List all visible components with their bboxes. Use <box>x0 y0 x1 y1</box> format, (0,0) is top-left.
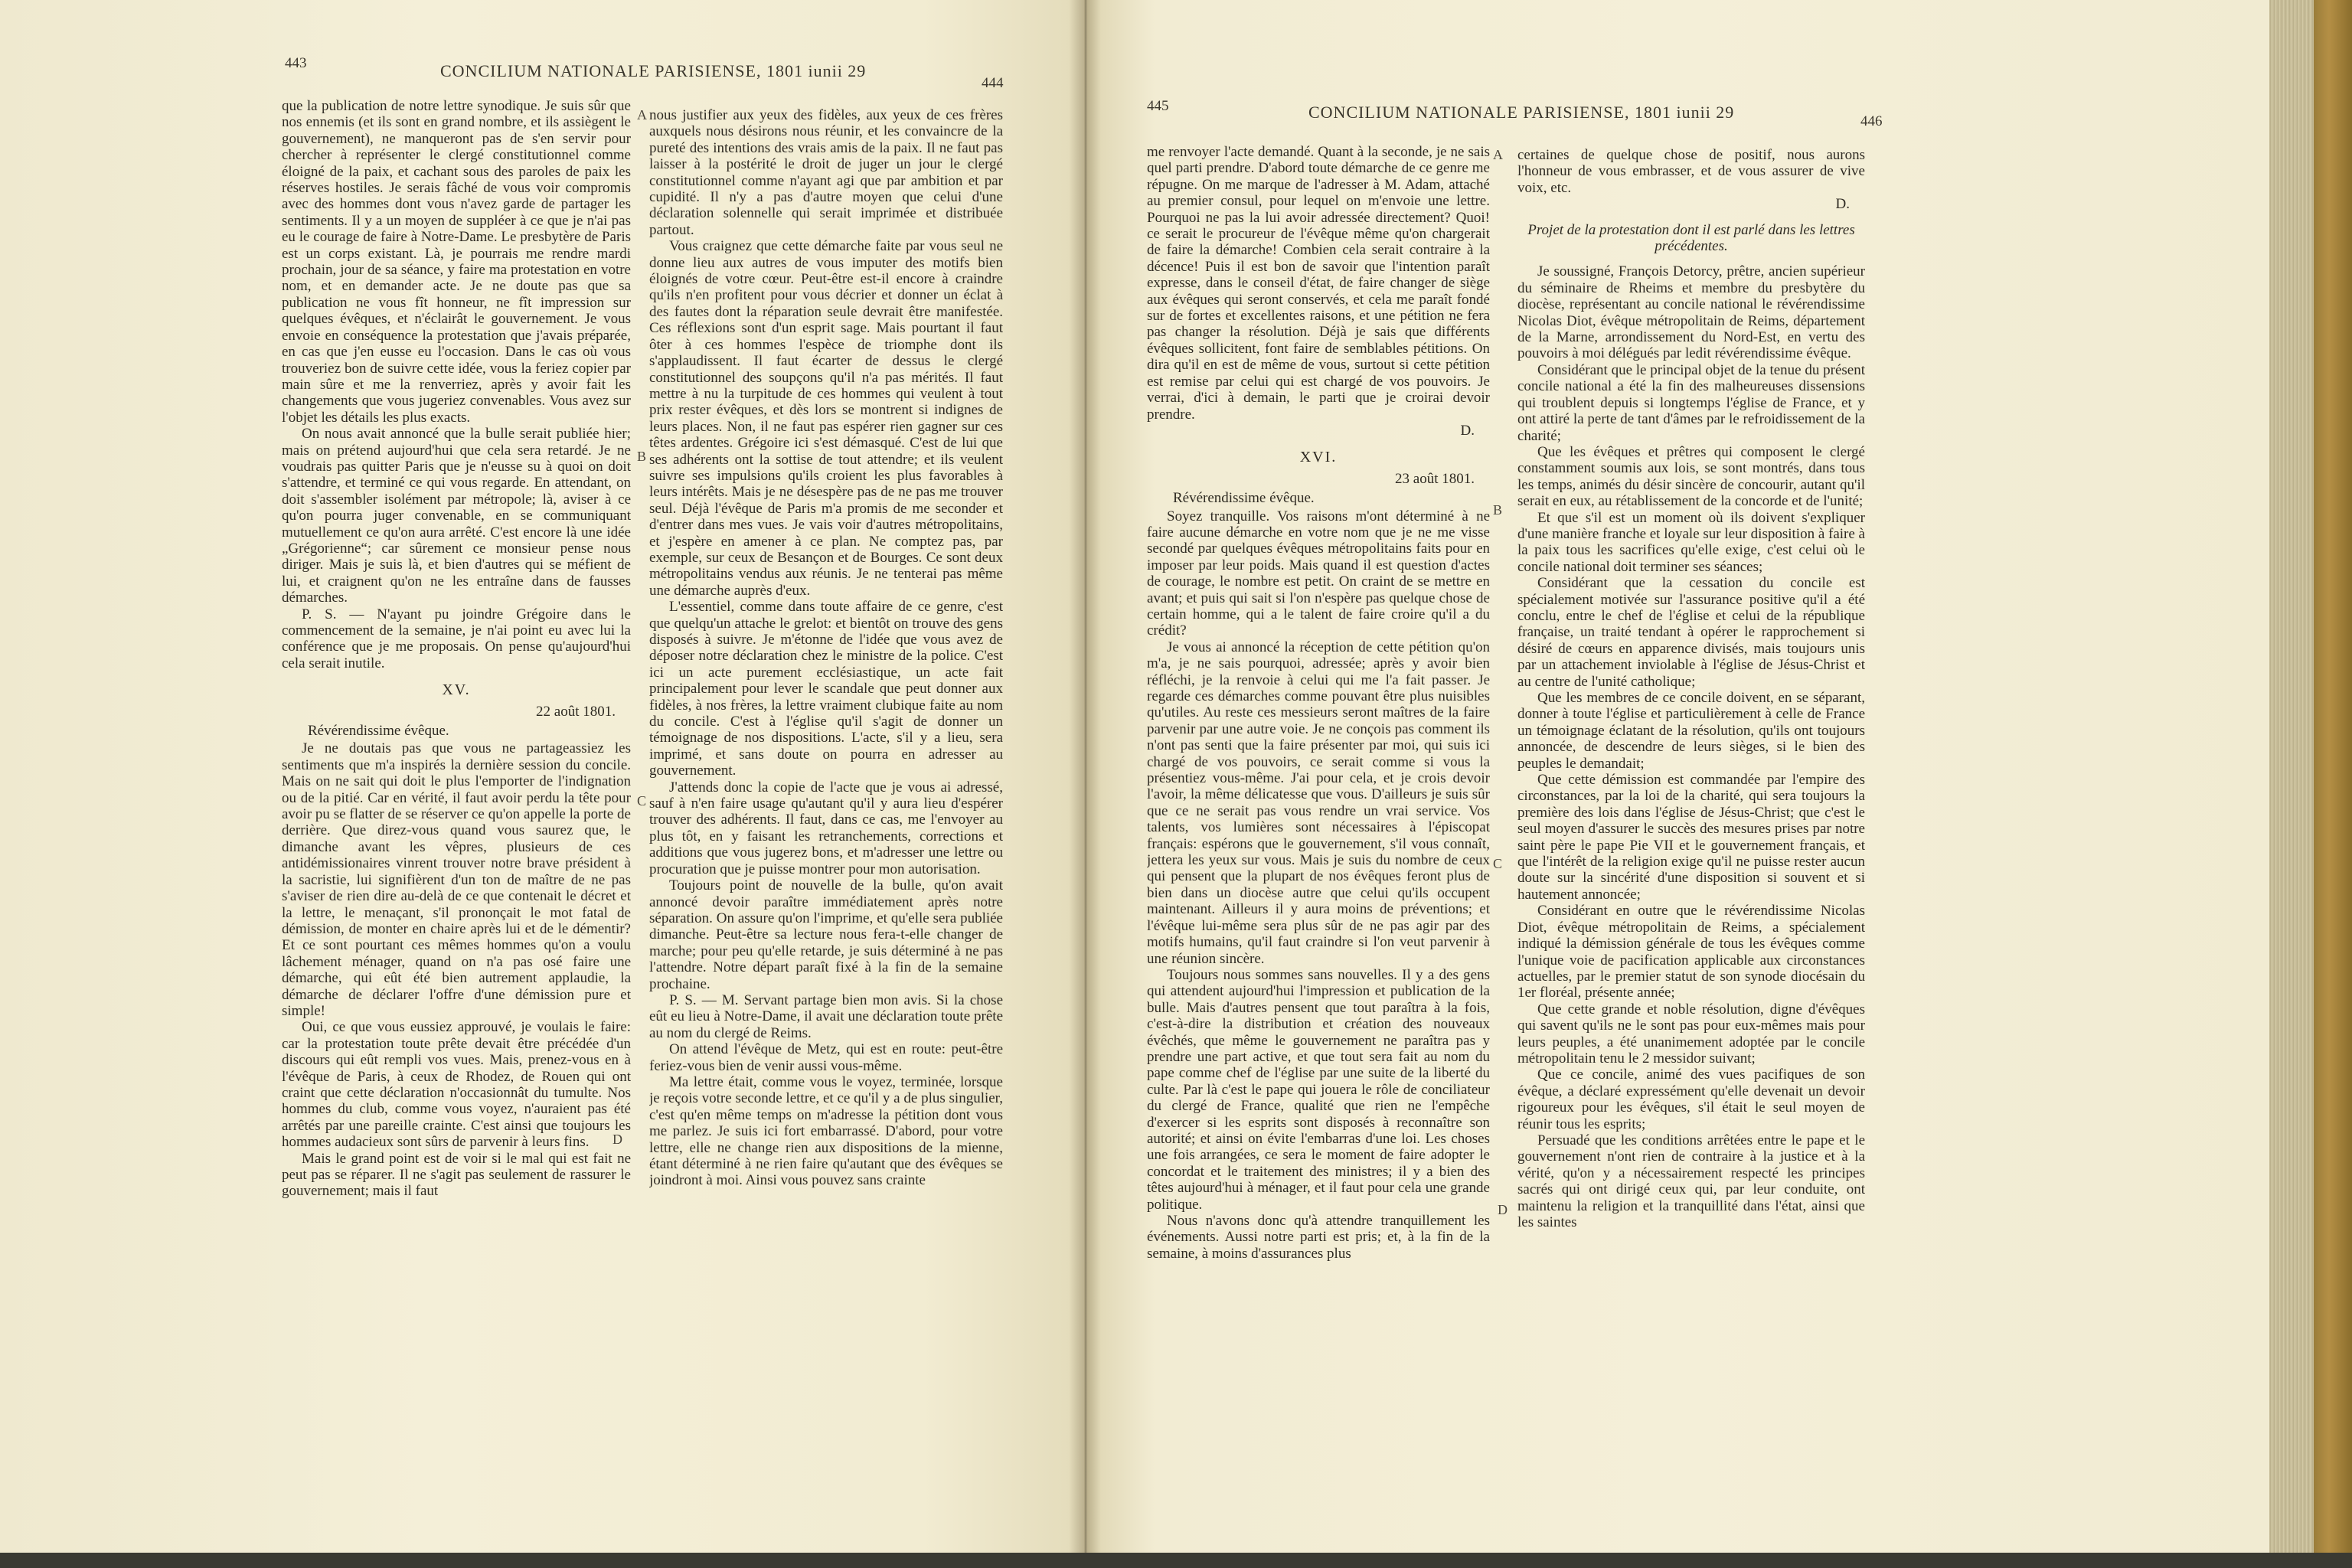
page-number-445: 445 <box>1147 98 1169 114</box>
paragraph: Que cette grande et noble résolution, digne d'évêques qui savent qu'ils ne le sont pas pour eux-mêmes mais pour leurs peuples, a été unanimement adoptée par le concile métropolitain tenu le 2 messidor suivant; <box>1517 1001 1865 1067</box>
signature-initial: D. <box>1460 422 1475 439</box>
running-head-left: CONCILIUM NATIONALE PARISIENSE, 1801 iunii 29 <box>440 61 867 80</box>
book-cover <box>2314 0 2352 1562</box>
left-page-column-2 <box>649 107 1003 1530</box>
signature-initial: D. <box>1835 196 1850 213</box>
page-number-444: 444 <box>982 75 1004 91</box>
paragraph: P. S. — N'ayant pu joindre Grégoire dans le commencement de la semaine, je n'ai point eu avec lui la conférence que je me proposais. On pense qu'aujourd'hui cela serait inutile. <box>282 606 631 671</box>
salutation: Révérendissime évêque. <box>1173 490 1315 507</box>
paragraph: Considérant que la cessation du concile est spécialement motivée sur l'assurance positive qu'il a été conclu, entre le chef de l'église et celui de la république française, un traité tendant à opérer le rapprochement si désiré de cœurs en apparence divisés, mais toujours unis par un attachement inviolable à l'église de Jésus-Christ et au centre de l'unité catholique; <box>1517 575 1865 690</box>
margin-mark-b: B <box>637 449 647 464</box>
margin-mark-d: D <box>612 1132 622 1147</box>
right-page-column-2 <box>1517 147 1865 1545</box>
margin-mark-c: C <box>637 793 647 808</box>
paragraph: Je ne doutais pas que vous ne partageassiez les sentiments que m'a inspirés la dernière session du concile. Mais on ne sait qui doit le plus l'emporter de l'indignation ou de la pitié. Car en vérité, il faut avoir perdu la tête pour avoir pu se flatter de se réserver ce qu'on appelle la porte de derrière. Que direz-vous quand vous saurez que, le dimanche avant les vêpres, plusieurs de ces antidémissionaires vinrent trouver notre brave président à la sacristie, lui signifièrent d'un ton de maître de ne pas s'aviser de rien dire au-delà de ce que contenait le décret et la lettre, le menaçant, s'il prononçait le mot fatal de démission, de monter en chaire après lui et de le démentir? Et ce sont pourtant ces mêmes hommes qu'on a voulu lâchement ménager, quand on n'a pas osé faire une démarche, qui eût été bien autrement applaudie, la démarche de déclarer l'offre d'une démission pure et simple! <box>282 740 631 1019</box>
paragraph: Toujours point de nouvelle de la bulle, qu'on avait annoncé devoir paraître immédiatement après notre séparation. On assure qu'on l'imprime, et qu'elle sera publiée dimanche. Peut-être sa lecture nous fera-t-elle changer de marche; pour peu qu'elle retarde, je suis déterminé à ne pas l'attendre. Notre départ paraît fixé à la fin de la semaine prochaine. <box>649 877 1003 992</box>
margin-mark-b: B <box>1493 502 1503 518</box>
desk-surface <box>0 1553 2352 1568</box>
paragraph: Que les membres de ce concile doivent, en se séparant, donner à toute l'église et particulièrement à celle de France un témoignage éclatant de la résolution, qu'ils ont toujours annoncée, de descendre de leurs sièges, si le bien des peuples le demandait; <box>1517 690 1865 772</box>
paragraph: On nous avait annoncé que la bulle serait publiée hier; mais on prétend aujourd'hui que cela sera retardé. Je ne voudrais pas quitter Paris que je n'eusse su à quoi on doit s'attendre, et terminé ce qui vous regarde. En attendant, on doit s'assembler isolément par métropole; là, aviser à ce qu'on pourra juger convenable, en se communiquant mutuellement ce qu'on aura arrêté. C'est encore là une idée „Grégorienne“; car sûrement ce monsieur pense nous diriger. Mais je suis là, et bien d'autres qui se méfient de lui, et craignent qu'on ne les entraîne dans de fausses démarches. <box>282 426 631 606</box>
right-page <box>1084 0 2269 1557</box>
paragraph: Que cette démission est commandée par l'empire des circonstances, par la loi de la charité, qui sera toujours la première des lois dans l'église de Jésus-Christ; que c'est le seul moyen d'assurer le succès des mesures prises par notre saint père le pape Pie VII et le gouvernement français, et que l'intérêt de la religion exige qu'il ne puisse rester aucun doute sur la sincérité d'une disposition si souvent et si hautement annoncée; <box>1517 772 1865 903</box>
page-edges <box>2269 0 2314 1562</box>
page-number-443: 443 <box>285 55 307 71</box>
paragraph: Toujours nous sommes sans nouvelles. Il y a des gens qui attendent aujourd'hui l'impression et publication de la bulle. Mais d'autres pensent que tout paraîtra à la fois, c'est-à-dire la distribution et création des nouveaux évêchés, que même le gouvernement ne paraîtra pas y prendre une part active, et que tout sera fait au nom du pape comme chef de l'église par une suite de la liberté du culte. Par là c'est le pape qui jouera le rôle de conciliateur du clergé de France, qualité que rien ne l'empêche d'exercer si les esprits sont disposés à reconnaître son autorité; et ainsi on évite l'embarras d'une loi. Les choses une fois arrangées, ce sera le moment de faire adopter le concordat et le traitement des ministres; il y a bien des têtes aujourd'hui à ménager, et il faut pour cela une grande politique. <box>1147 966 1490 1213</box>
paragraph: Ma lettre était, comme vous le voyez, terminée, lorsque je reçois votre seconde lettre, et ce qu'il y a de plus singulier, c'est qu'en même temps on m'adresse la pétition dont vous me parlez. Je suis ici fort embarrassé. D'abord, pour votre lettre, elle ne change rien aux dispositions de la mienne, étant déterminé à ne rien faire qu'autant que des évêques se joindront à moi. Ainsi vous pouvez sans crainte <box>649 1073 1003 1189</box>
paragraph: L'essentiel, comme dans toute affaire de ce genre, c'est que quelqu'un attache le grelot: et bientôt on trouve des gens disposés à suivre. Je m'étonne de l'idée que vous avez de déposer notre déclaration chez le ministre de la police. C'est ici un acte purement ecclésiastique, un acte fait principalement pour lever le scandale que peut donner aux fidèles, à nos frères, la lettre vraiment clubique faite au nom du concile. C'est à l'église qu'il s'agit de donner un témoignage de nos dispositions. L'acte, s'il y a lieu, sera imprimé, et sans doute on pourra en adresser au gouvernement. <box>649 599 1003 779</box>
paragraph: me renvoyer l'acte demandé. Quant à la seconde, je ne sais quel parti prendre. D'abord toute démarche de ce genre me répugne. On me marque de l'adresser à M. Adam, attaché au premier consul, pour lequel on m'envoie une lettre. Pourquoi ne pas la lui avoir adressée directement? Quoi! ce serait le procureur de l'évêque même qu'on chargerait de faire la démarche! Combien cela serait contraire à la décence! Puis il est bon de savoir que l'intention paraît expresse, dans le conseil d'état, de faire changer de siège aux évêques qui seront conservés, et cela me paraît fondé sur de fortes et excellentes raisons, et une pétition ne fera pas changer la résolution. Déjà je sais que différents évêques sollicitent, font faire de semblables pétitions. On dira qu'il en est de même de vous, surtout si cette pétition est remise par celui qui est chargé de vos pouvoirs. Je verrai, d'ici à demain, le parti que je croirai devoir prendre. <box>1147 144 1490 423</box>
section-number-xv: XV. <box>442 681 471 699</box>
paragraph: Considérant que le principal objet de la tenue du présent concile national a été la fin des malheureuses dissensions qui troublent depuis si longtemps l'église de France, et y ont attiré la perte de tant d'âmes par le refroidissement de la charité; <box>1517 361 1865 444</box>
paragraph: que la publication de notre lettre synodique. Je suis sûr que nos ennemis (et ils sont en grand nombre, et ils assiègent le gouvernement), ne manqueront pas de s'en servir pour chercher à représenter le clergé constitutionnel comme éloigné de la paix, et cachant sous des paroles de paix les réserves hostiles. Je serais fâché de vous voir compromis avec des hommes dont vous n'avez garde de partager les sentiments. Il y a un moyen de suppléer à ce que je n'ai pas eu le courage de faire à Notre-Dame. Le presbytère de Paris est un corps existant. Là, je pourrais me rendre mardi prochain, jour de sa séance, y faire ma protestation en votre nom, et en demander acte. Je ne doute pas que sa publication ne vous fît honneur, ne fît impression sur quelques évêques, et n'éclairât le gouvernement. Je vous envoie en conséquence la protestation que j'avais préparée, en cas que j'en eusse eu l'occasion. Dans le cas où vous trouveriez bon de suivre cette idée, vous la feriez copier par main sûre et me la renverriez, après y avoir fait les changements que vous jugeriez convenables. Vous avez sur l'objet les détails les plus exacts. <box>282 98 631 426</box>
left-page-column-1 <box>282 98 631 1530</box>
right-page-column-1 <box>1147 144 1490 1545</box>
section-number-xvi: XVI. <box>1299 449 1338 466</box>
paragraph: Que les évêques et prêtres qui composent le clergé constamment soumis aux lois, se sont montrés, dans tous les temps, animés du désir sincère de concourir, autant qu'il serait en eux, au rétablissement de la concorde et de l'unité; <box>1517 443 1865 510</box>
paragraph: On attend l'évêque de Metz, qui est en route: peut-être feriez-vous bien de venir aussi vous-même. <box>649 1041 1003 1074</box>
paragraph: Et que s'il est un moment où ils doivent s'expliquer d'une manière franche et loyale sur leur disposition à faire à la paix tous les sacrifices qu'elle exige, c'est celui où le concile national doit terminer ses séances; <box>1517 509 1865 575</box>
paragraph: Considérant en outre que le révérendissime Nicolas Diot, évêque métropolitain de Reims, a spécialement indiqué la démission générale de tous les évêques comme l'unique voie de pacification applicable aux circonstances actuelles, par le premier statut de son synode diocésain du 1er floréal, présente année; <box>1517 903 1865 1001</box>
margin-mark-c: C <box>1493 856 1503 871</box>
letter-date: 23 août 1801. <box>1395 470 1475 487</box>
paragraph: Que ce concile, animé des vues pacifiques de son évêque, a déclaré expressément qu'elle devenait un devoir rigoureux pour les évêques, s'il était le seul moyen de réunir tous les esprits; <box>1517 1067 1865 1132</box>
paragraph: certaines de quelque chose de positif, nous aurons l'honneur de vous embrasser, et de vous assurer de vive voix, etc. <box>1517 147 1865 196</box>
page-number-446: 446 <box>1860 113 1883 129</box>
paragraph: Nous n'avons donc qu'à attendre tranquillement les événements. Aussi notre parti est pris; et, à la fin de la semaine, à moins d'assurances plus <box>1147 1213 1490 1262</box>
paragraph: Vous craignez que cette démarche faite par vous seul ne donne lieu aux autres de vous imputer des motifs bien éloignés de votre cœur. Peut-être est-il encore à craindre qu'ils n'en profitent pour vous décrier et donner un éclat à des fautes dont la réparation seule devrait être manifestée. Ces réflexions sont d'un esprit sage. Mais pourtant il faut ôter à ces hommes l'espèce de triomphe dont ils s'applaudissent. Il faut écarter de dessus le clergé constitutionnel des soupçons qu'il n'a pas mérités. Il faut mettre à nu la turpitude de ces hommes qui veulent à tout prix rester évêques, et dès lors se montrent si indignes de leurs places. Non, il ne faut pas espérer rien gagner sur ces têtes ardentes. Grégoire ici s'est démasqué. C'est de lui que ses adhérents ont la sottise de tout attendre; et ils veulent suivre ses impulsions qu'ils croient les plus favorables à leurs intérêts. Mais je ne désespère pas de ne pas me trouver seul. Déjà l'évêque de Paris m'a promis de me seconder et d'entrer dans mes vues. Je vais voir d'autres métropolitains, et j'espère en amener à ce plan. Ne comptez pas, par exemple, sur ceux de Besançon et de Bourges. Ce sont deux métropolitains vendus aux réunis. Je ne tenterai pas même une démarche auprès d'eux. <box>649 238 1003 599</box>
letter-date: 22 août 1801. <box>536 703 616 720</box>
book-gutter <box>1069 0 1101 1557</box>
paragraph: Je vous ai annoncé la réception de cette pétition qu'on m'a, je ne sais pourquoi, adressée; après y avoir bien réfléchi, je la renvoie à celui qui me l'a fait passer. Je regarde ces démarches comme pouvant être plus nuisibles qu'utiles. Au reste ces messieurs seront maîtres de la faire parvenir par une autre voie. Je ne conçois pas comment ils n'ont pas senti que la faire présenter par moi, qui suis ici chargé de vos pouvoirs, ce serait comme si vous la présentiez vous-même. J'ai pour cela, et je crois devoir l'avoir, la même délicatesse que vous. D'ailleurs je suis sûr que ce ne serait pas vous rendre un vrai service. Vos talents, vos lumières sont nécessaires à l'épiscopat français: espérons que le gouvernement, s'il vous connaît, jettera les yeux sur vous. Mais je suis du nombre de ceux qui pensent que la plupart de nos évêques feront plus de bien dans un diocèse autre que celui qu'ils occupent maintenant. Ailleurs il y aura moins de préventions; et l'évêque lui-même sera plus sûr de ne pas agir par des motifs humains, qu'il faut craindre si l'on veut parvenir à une réunion sincère. <box>1147 639 1490 967</box>
margin-mark-a: A <box>637 107 647 122</box>
paragraph: nous justifier aux yeux des fidèles, aux yeux de ces frères auxquels nous désirons nous réunir, et les convaincre de la pureté des intentions des vrais amis de la paix. Il ne faut pas laisser à la postérité le droit de juger un jour le clergé constitutionnel comme n'ayant agi que par ambition et par cupidité. Il n'y a pas d'autre moyen que celui d'une déclaration solennelle qui serait imprimée et distribuée partout. <box>649 107 1003 238</box>
paragraph: Persuadé que les conditions arrêtées entre le pape et le gouvernement n'ont rien de contraire à la justice et à la vérité, qu'on y a nécessairement respecté les principes sacrés qui ont dirigé ceux qui, par leur conduite, ont maintenu la religion et la tranquillité dans l'état, ainsi que les saintes <box>1517 1132 1865 1230</box>
margin-mark-d: D <box>1498 1202 1508 1217</box>
left-page <box>0 0 1084 1557</box>
paragraph: Soyez tranquille. Vos raisons m'ont déterminé à ne faire aucune démarche en votre nom que je ne me visse secondé par quelques évêques métropolitains faits pour en imposer par leur poids. Mais quand il est question d'actes de courage, le nombre est petit. On craint de se mettre en avant; et puis qui sait si l'on n'espère pas quelque chose de certain homme, qui a le talent de faire croire qu'il a du crédit? <box>1147 508 1490 639</box>
protest-heading: Projet de la protestation dont il est parlé dans les lettres précédentes. <box>1527 221 1855 255</box>
paragraph: Mais le grand point est de voir si le mal qui est fait ne peut pas se réparer. Il ne s'agit pas seulement de rassurer le gouvernement; mais il faut <box>282 1150 631 1200</box>
salutation: Révérendissime évêque. <box>308 723 449 740</box>
paragraph: J'attends donc la copie de l'acte que je vous ai adressé, sauf à n'en faire usage qu'autant qu'il y aura lieu d'espérer trouver des adhérents. Il faut, dans ce cas, me l'envoyer au plus tôt, en y faisant les retranchements, corrections et additions que vous jugerez bons, et m'adresser une lettre ou procuration que je puisse montrer pour mon autorisation. <box>649 779 1003 877</box>
running-head-right: CONCILIUM NATIONALE PARISIENSE, 1801 iunii 29 <box>1308 103 1735 122</box>
margin-mark-a: A <box>1493 147 1503 162</box>
paragraph: Oui, ce que vous eussiez approuvé, je voulais le faire: car la protestation toute prête devait être précédée d'un discours qui eût rempli vos vues. Mais, prenez-vous en à l'évêque de Paris, à ceux de Rhodez, de Rouen qui ont craint que cette déclaration n'occasionnât du tumulte. Nos hommes du club, comme vous voyez, n'auraient pas été arrêtés par une pareille crainte. C'est ainsi que toujours les hommes audacieux sont sûrs de parvenir à leurs fins. <box>282 1019 631 1151</box>
paragraph: Je soussigné, François Detorcy, prêtre, ancien supérieur du séminaire de Rheims et membre du presbytère du diocèse, représentant au concile national le révérendissime Nicolas Diot, évêque métropolitain de Reims, département de la Marne, arrondissement du Nord-Est, en vertu des pouvoirs à moi délégués par ledit révérendissime évêque. <box>1517 263 1865 362</box>
paragraph: P. S. — M. Servant partage bien mon avis. Si la chose eût eu lieu à Notre-Dame, il avait une déclaration toute prête au nom du clergé de Reims. <box>649 991 1003 1041</box>
